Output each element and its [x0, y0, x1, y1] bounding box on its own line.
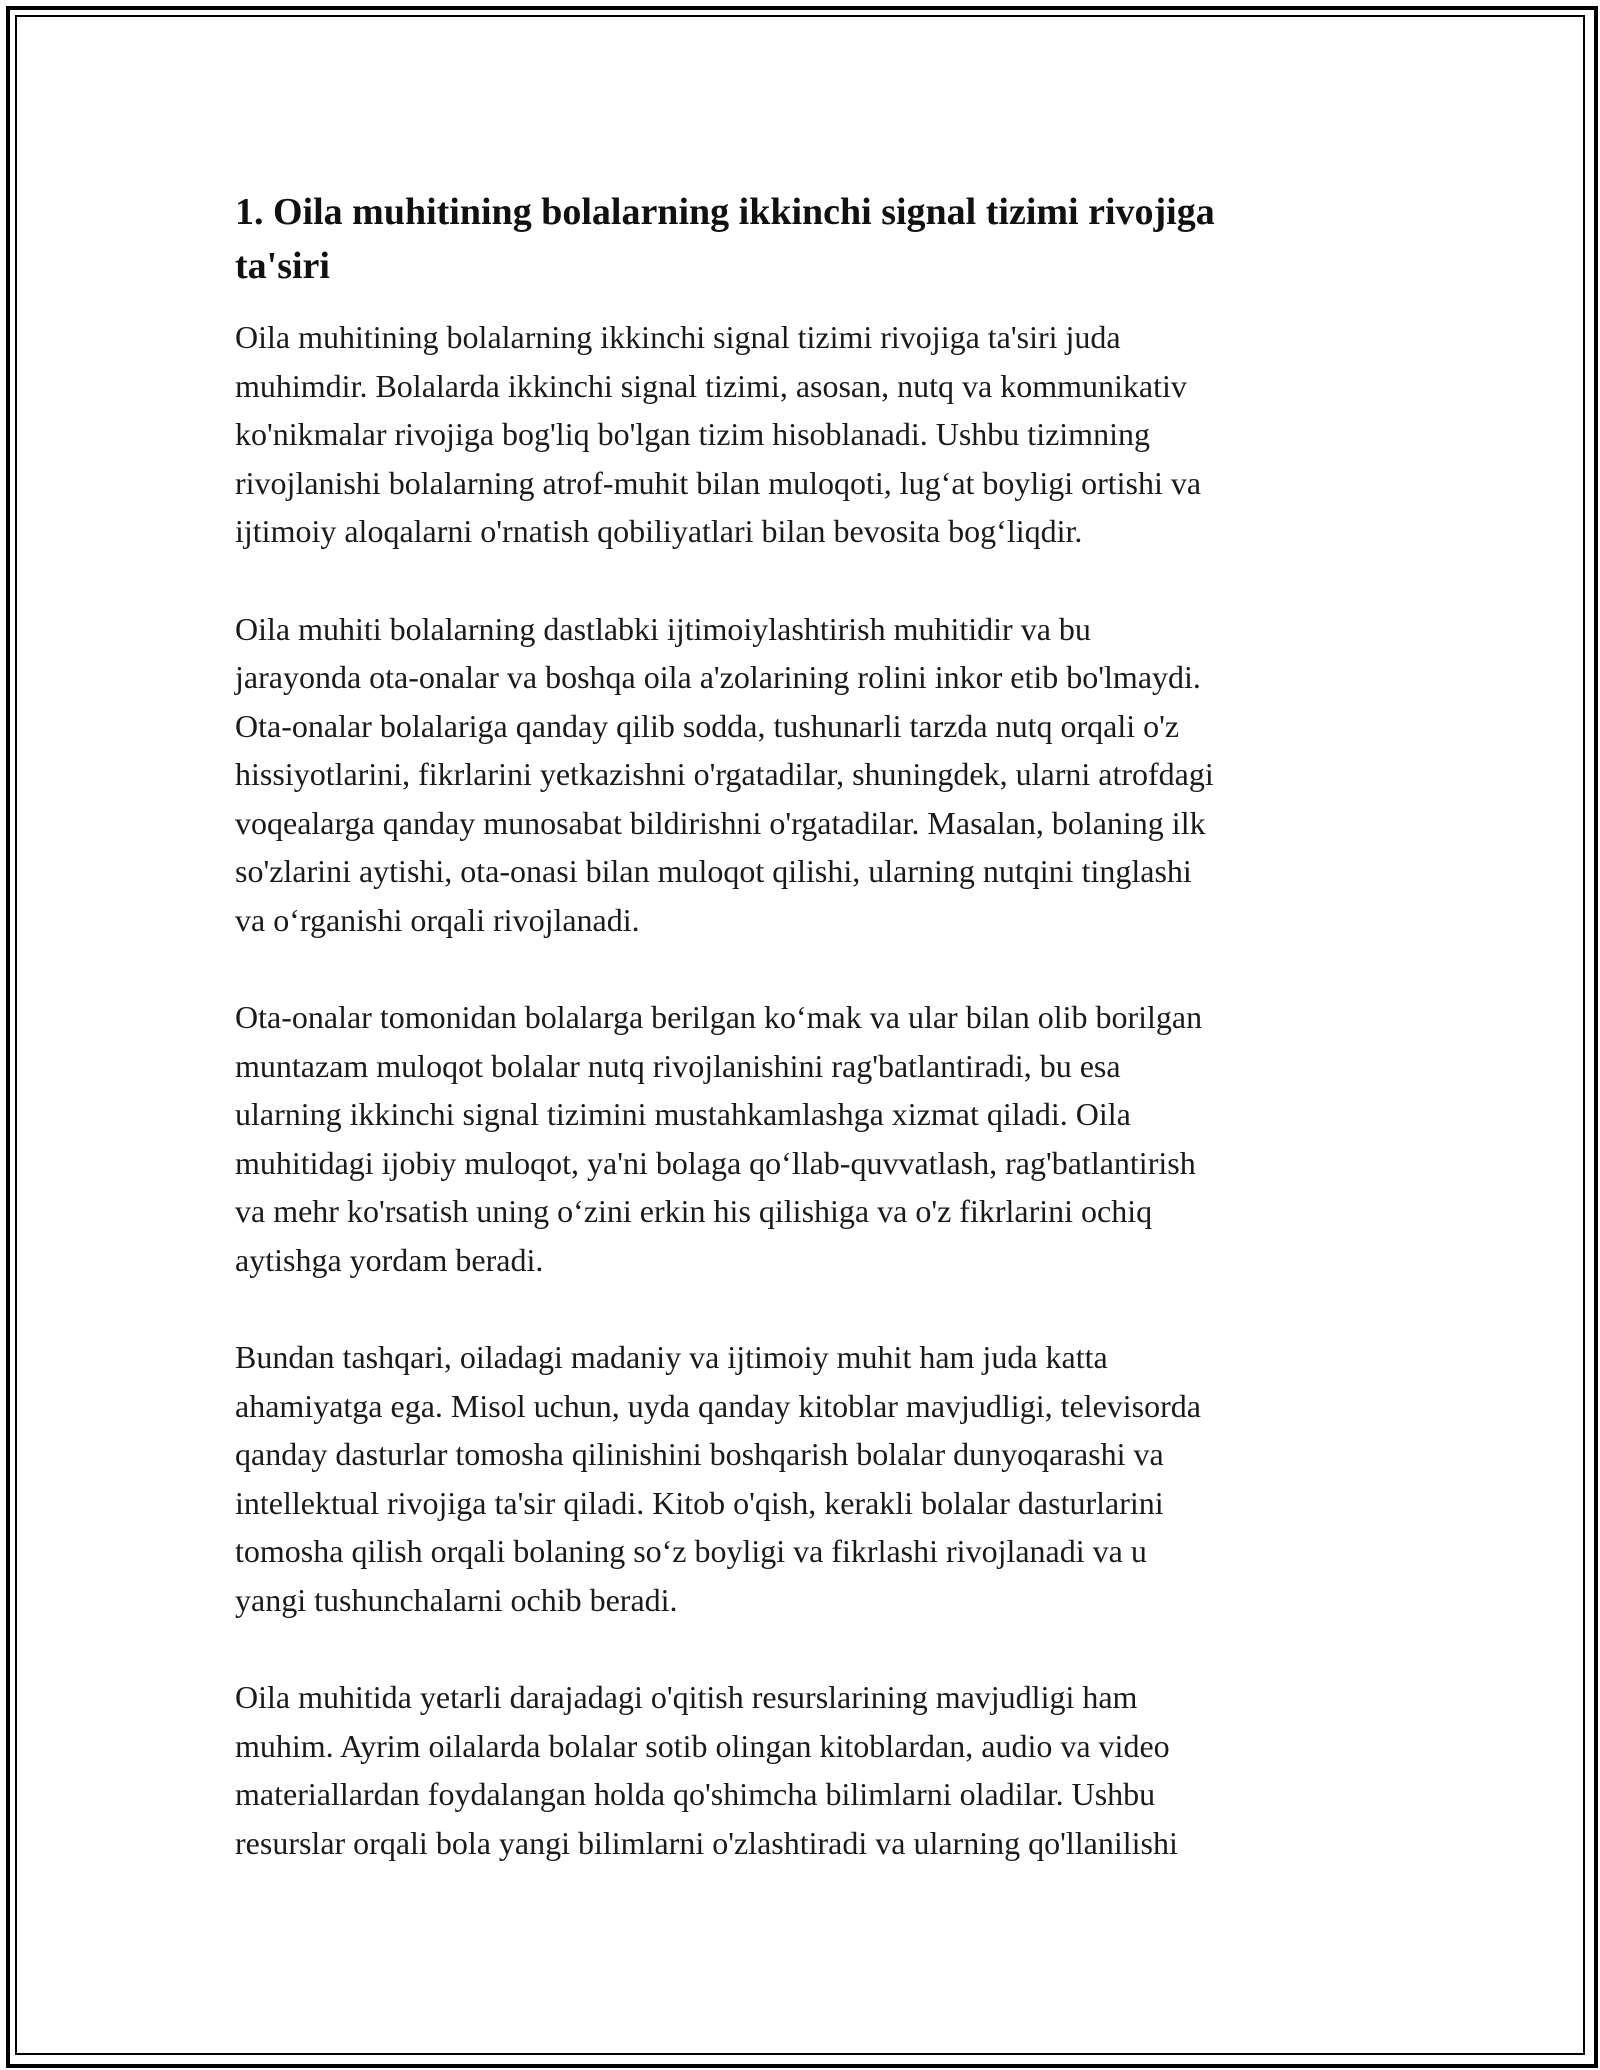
heading-line: ta'siri: [235, 245, 330, 287]
text-line: ijtimoiy aloqalarni o'rnatish qobiliyatlari bilan bevosita bog‘liqdir.: [235, 513, 1083, 549]
heading-line: 1. Oila muhitining bolalarning ikkinchi signal tizimi rivojiga: [235, 191, 1215, 233]
text-line: muhitidagi ijobiy muloqot, ya'ni bolaga qo‘llab-quvvatlash, rag'batlantirish: [235, 1144, 1196, 1181]
text-line: muhim. Ayrim oilalarda bolalar sotib olingan kitoblardan, audio va video: [235, 1727, 1170, 1764]
text-line: voqealarga qanday munosabat bildirishni o'rgatadilar. Masalan, bolaning ilk: [235, 804, 1206, 841]
text-line: so'zlarini aytishi, ota-onasi bilan muloqot qilishi, ularning nutqini tinglashi: [235, 853, 1192, 889]
text-line: hissiyotlarini, fikrlarini yetkazishni o'rgatadilar, shuningdek, ularni atrofdagi: [235, 756, 1214, 792]
paragraph-4: [235, 1333, 1370, 1624]
text-line: ularning ikkinchi signal tizimini mustahkamlashga xizmat qiladi. Oila: [235, 1096, 1131, 1132]
paragraph-3: [235, 993, 1370, 1284]
text-line: tomosha qilish orqali bolaning so‘z boyligi va fikrlashi rivojlanadi va u: [235, 1533, 1147, 1569]
text-line: aytishga yordam beradi.: [235, 1241, 544, 1278]
text-line: materiallardan foydalangan holda qo'shimcha bilimlarni oladilar. Ushbu: [235, 1776, 1156, 1812]
text-line: Bundan tashqari, oiladagi madaniy va ijtimoiy muhit ham juda katta: [235, 1339, 1108, 1375]
text-line: yangi tushunchalarni ochib beradi.: [235, 1581, 678, 1618]
text-line: ko'nikmalar rivojiga bog'liq bo'lgan tizim hisoblanadi. Ushbu tizimning: [235, 416, 1150, 452]
text-line: Oila muhitining bolalarning ikkinchi signal tizimi rivojiga ta'siri juda: [235, 319, 1121, 355]
text-line: va o‘rganishi orqali rivojlanadi.: [235, 901, 640, 938]
text-line: rivojlanishi bolalarning atrof-muhit bilan muloqoti, lug‘at boyligi ortishi va: [235, 464, 1202, 501]
text-line: muntazam muloqot bolalar nutq rivojlanishini rag'batlantiradi, bu esa: [235, 1047, 1121, 1084]
text-line: resurslar orqali bola yangi bilimlarni o'zlashtiradi va ularning qo'llanilishi: [235, 1824, 1178, 1861]
text-line: jarayonda ota-onalar va boshqa oila a'zolarining rolini inkor etib bo'lmaydi.: [235, 659, 1201, 695]
text-line: qanday dasturlar tomosha qilinishini boshqarish bolalar dunyoqarashi va: [235, 1436, 1164, 1472]
paragraph-1: [235, 313, 1370, 556]
section-heading: [235, 185, 1370, 293]
paragraph-5: [235, 1673, 1370, 1867]
text-line: Ota-onalar tomonidan bolalarga berilgan ko‘mak va ular bilan olib borilgan: [235, 999, 1203, 1035]
text-line: va mehr ko'rsatish uning o‘zini erkin his qilishiga va o'z fikrlarini ochiq: [235, 1193, 1153, 1229]
text-line: Oila muhitida yetarli darajadagi o'qitish resurslarining mavjudligi ham: [235, 1679, 1138, 1715]
document-body: [235, 185, 1370, 1916]
text-line: ahamiyatga ega. Misol uchun, uyda qanday kitoblar mavjudligi, televisorda: [235, 1387, 1201, 1424]
text-line: muhimdir. Bolalarda ikkinchi signal tizimi, asosan, nutq va kommunikativ: [235, 367, 1187, 404]
paragraph-2: [235, 605, 1370, 945]
text-line: intellektual rivojiga ta'sir qiladi. Kitob o'qish, kerakli bolalar dasturlarini: [235, 1484, 1164, 1521]
text-line: Oila muhiti bolalarning dastlabki ijtimoiylashtirish muhitidir va bu: [235, 610, 1091, 647]
text-line: Ota-onalar bolalariga qanday qilib sodda, tushunarli tarzda nutq orqali o'z: [235, 707, 1180, 744]
